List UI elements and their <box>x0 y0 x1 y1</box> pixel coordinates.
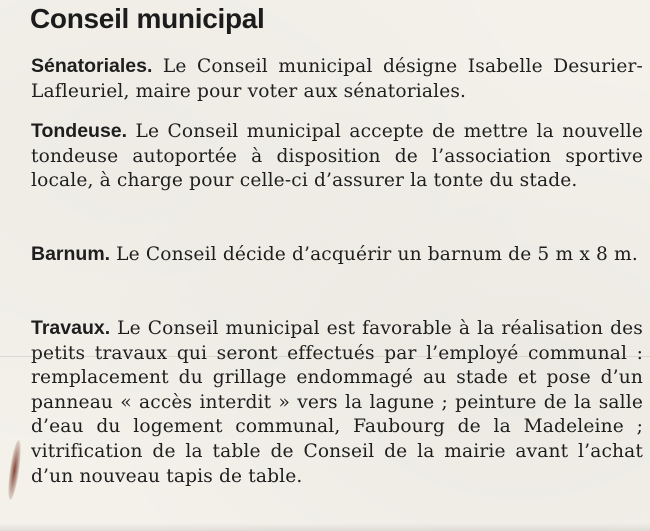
paper-edge-shadow <box>0 523 650 531</box>
ink-stain <box>6 440 23 501</box>
paragraph-text: Le Conseil municipal est favorable à la réalisation des petits travaux qui seront effectués par l’employé communal : remplacement du grillage endommagé au stade et pose d’un panneau « accès interdit » vers la lagune ; peinture de la salle d’eau du logement communal, Faubourg de la Madeleine ; vitrification de la table de Conseil de la mairie avant l’achat d’un nouveau tapis de table. <box>31 318 643 487</box>
paragraph-text: Le Conseil décide d’acquérir un barnum de 5 m x 8 m. <box>110 244 638 265</box>
paragraph-lead: Sénatoriales. <box>31 55 153 77</box>
paragraph-barnum <box>31 242 643 268</box>
paragraph-travaux <box>31 316 643 489</box>
paper-fold-line <box>0 356 650 357</box>
paragraph-lead: Tondeuse. <box>31 120 128 142</box>
article-title: Conseil municipal <box>30 3 265 34</box>
paragraph-text: Le Conseil municipal accepte de mettre la nouvelle tondeuse autoportée à disposition de l’association sportive locale, à charge pour celle-ci d’assurer la tonte du stade. <box>31 121 643 192</box>
paragraph-senatoriales <box>31 54 643 104</box>
paragraph-lead: Barnum. <box>31 243 111 265</box>
paragraph-text: Le Conseil municipal désigne Isabelle Desurier-Lafleuriel, maire pour voter aux sénatoriales. <box>31 56 643 102</box>
paragraph-lead: Travaux. <box>31 317 111 339</box>
paragraph-tondeuse <box>31 119 643 194</box>
